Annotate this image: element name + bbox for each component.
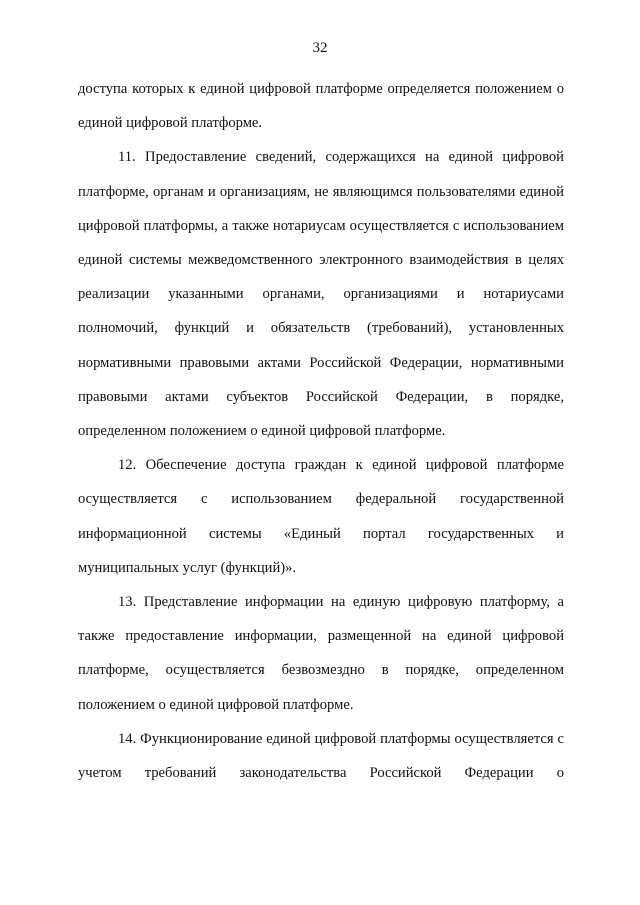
paragraph-12: 12. Обеспечение доступа граждан к единой цифровой платформе осуществляется с использованием федеральной государственной информационной системы «Единый портал государственных и муниципальных услуг (функций)». [78,457,564,576]
paragraph-13: 13. Представление информации на единую цифровую платформу, а также предоставление информации, размещенной на единой цифровой платформе, осуществляется безвозмездно в порядке, определенном положением о единой цифровой платформе. [78,594,564,713]
page-number: 32 [312,40,328,56]
paragraph-11: 11. Предоставление сведений, содержащихся на единой цифровой платформе, органам и организациям, не являющимся пользователями единой цифровой платформы, а также нотариусам осуществляется с использованием единой системы межведомственного электронного взаимодействия в целях реализации указанными органами, организациями и нотариусами полномочий, функций и обязательств (требований), установленных нормативными правовыми актами Российской Федерации, нормативными правовыми актами субъектов Российской Федерации, в порядке, определенном положением о единой цифровой платформе. [78,149,564,440]
document-body [78,72,564,790]
paragraph-continuation: доступа которых к единой цифровой платформе определяется положением о единой цифровой платформе. [78,81,564,132]
paragraph-14: 14. Функционирование единой цифровой платформы осуществляется с учетом требований законодательства Российской Федерации о [78,730,564,782]
